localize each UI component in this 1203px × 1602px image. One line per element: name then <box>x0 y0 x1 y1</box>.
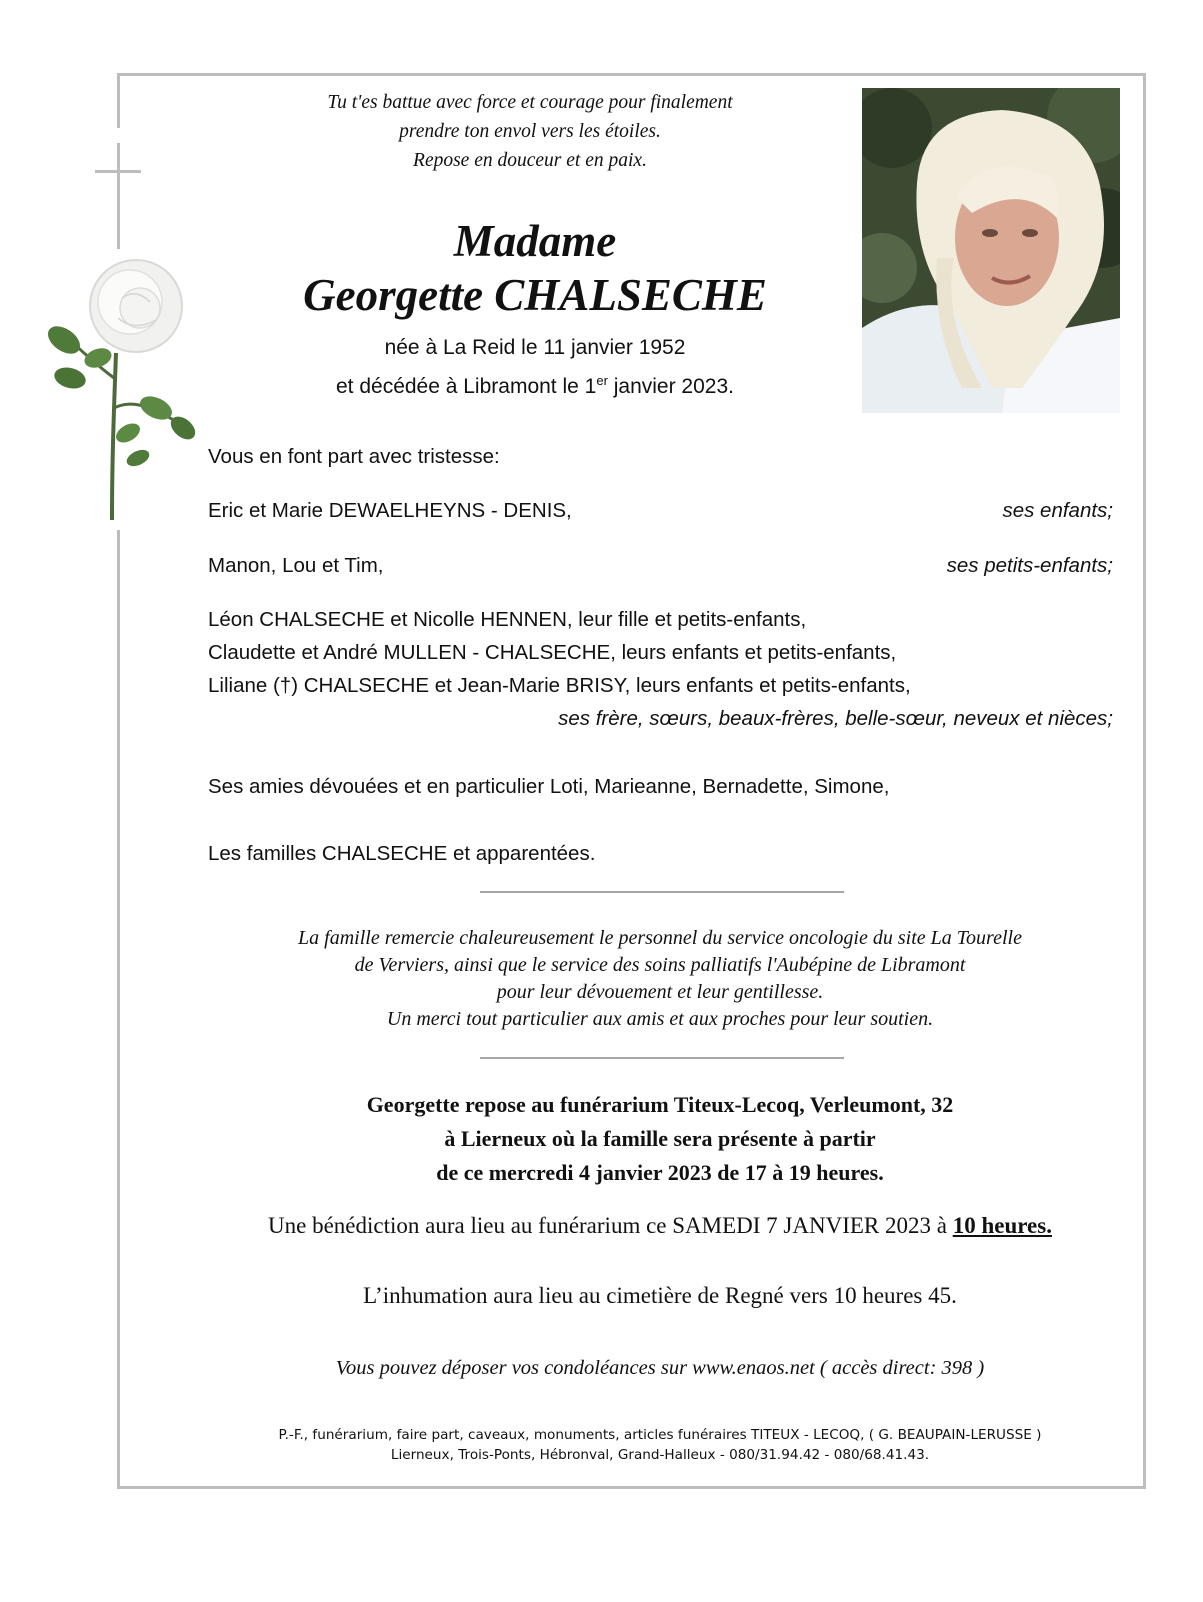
separator <box>480 891 844 893</box>
friends-text: Ses amies dévouées et en particulier Loti, Marieanne, Bernadette, Simone, <box>208 775 890 798</box>
families-text: Les familles CHALSECHE et apparentées. <box>208 842 596 865</box>
white-rose-icon <box>38 258 198 520</box>
repose-line: de ce mercredi 4 janvier 2023 de 17 à 19 heures. <box>436 1160 884 1185</box>
benediction-time: 10 heures. <box>952 1213 1052 1238</box>
inhumation-info <box>200 1279 1120 1313</box>
birth-death-info <box>230 331 840 403</box>
cross-icon-vertical <box>117 143 120 249</box>
grandchildren-names: Manon, Lou et Tim, <box>208 554 384 577</box>
separator <box>480 1057 844 1059</box>
intro-line <box>208 440 1113 473</box>
repose-line: à Lierneux où la famille sera présente à partir <box>444 1126 876 1151</box>
condolences-info <box>200 1353 1120 1383</box>
poem-line: Tu t'es battue avec force et courage pour finalement <box>327 92 733 113</box>
thanks-line: La famille remercie chaleureusement le personnel du service oncologie du site La Tourelle <box>298 927 1022 949</box>
sibling-line: Liliane (†) CHALSECHE et Jean-Marie BRISY, leurs enfants et petits-enfants, <box>208 674 911 697</box>
friends-row <box>208 770 1113 803</box>
frame-border-right <box>1143 73 1146 1489</box>
repose-info <box>200 1088 1120 1190</box>
poem-line: prendre ton envol vers les étoiles. <box>399 121 661 142</box>
death-text-end: janvier 2023. <box>607 375 734 398</box>
grandchildren-row <box>208 549 1113 582</box>
children-row <box>208 494 1113 527</box>
families-row <box>208 837 1113 870</box>
sibling-line: Léon CHALSECHE et Nicolle HENNEN, leur fille et petits-enfants, <box>208 608 807 631</box>
death-sup: er <box>596 373 608 388</box>
benediction-text: Une bénédiction aura lieu au funérarium ce SAMEDI 7 JANVIER 2023 à <box>268 1213 953 1238</box>
sibling-line: Claudette et André MULLEN - CHALSECHE, leurs enfants et petits-enfants, <box>208 641 897 664</box>
children-names: Eric et Marie DEWAELHEYNS - DENIS, <box>208 499 572 522</box>
deceased-name <box>230 214 840 322</box>
poem <box>280 88 780 175</box>
frame-border-left-upper <box>117 73 120 128</box>
frame-border-top <box>117 73 1146 76</box>
intro-text: Vous en font part avec tristesse: <box>208 445 500 468</box>
portrait-photo <box>862 88 1120 413</box>
condolences-text: Vous pouvez déposer vos condoléances sur www.enaos.net ( accès direct: 398 ) <box>335 1357 985 1379</box>
footer-line: P.-F., funérarium, faire part, caveaux, monuments, articles funéraires TITEUX - LECOQ, ( G. BEAUPAIN-LERUSSE ) <box>278 1427 1042 1443</box>
footer <box>150 1425 1170 1465</box>
siblings-relation: ses frère, sœurs, beaux-frères, belle-sœur, neveux et nièces; <box>558 707 1113 730</box>
siblings-block <box>208 603 1113 735</box>
name-title: Madame <box>453 216 617 266</box>
grandchildren-relation: ses petits-enfants; <box>946 554 1113 577</box>
benediction-info <box>200 1209 1120 1243</box>
death-text: et décédée à Libramont le 1 <box>335 375 597 398</box>
thanks-line: de Verviers, ainsi que le service des soins palliatifs l'Aubépine de Libramont <box>354 954 966 976</box>
cross-icon-horizontal <box>95 170 141 173</box>
poem-line: Repose en douceur et en paix. <box>413 150 647 171</box>
thanks-message <box>200 925 1120 1033</box>
children-relation: ses enfants; <box>1002 499 1113 522</box>
death-line <box>230 364 840 403</box>
footer-line: Lierneux, Trois-Ponts, Hébronval, Grand-Halleux - 080/31.94.42 - 080/68.41.43. <box>390 1447 930 1463</box>
thanks-line: Un merci tout particulier aux amis et aux proches pour leur soutien. <box>386 1008 934 1030</box>
frame-border-bottom <box>117 1486 1146 1489</box>
birth-line: née à La Reid le 11 janvier 1952 <box>384 336 686 359</box>
name-full: Georgette CHALSECHE <box>303 270 767 320</box>
thanks-line: pour leur dévouement et leur gentillesse. <box>496 981 824 1003</box>
repose-line: Georgette repose au funérarium Titeux-Lecoq, Verleumont, 32 <box>366 1092 954 1117</box>
inhumation-text: L’inhumation aura lieu au cimetière de Regné vers 10 heures 45. <box>363 1283 957 1308</box>
frame-border-left-lower <box>117 530 120 1489</box>
